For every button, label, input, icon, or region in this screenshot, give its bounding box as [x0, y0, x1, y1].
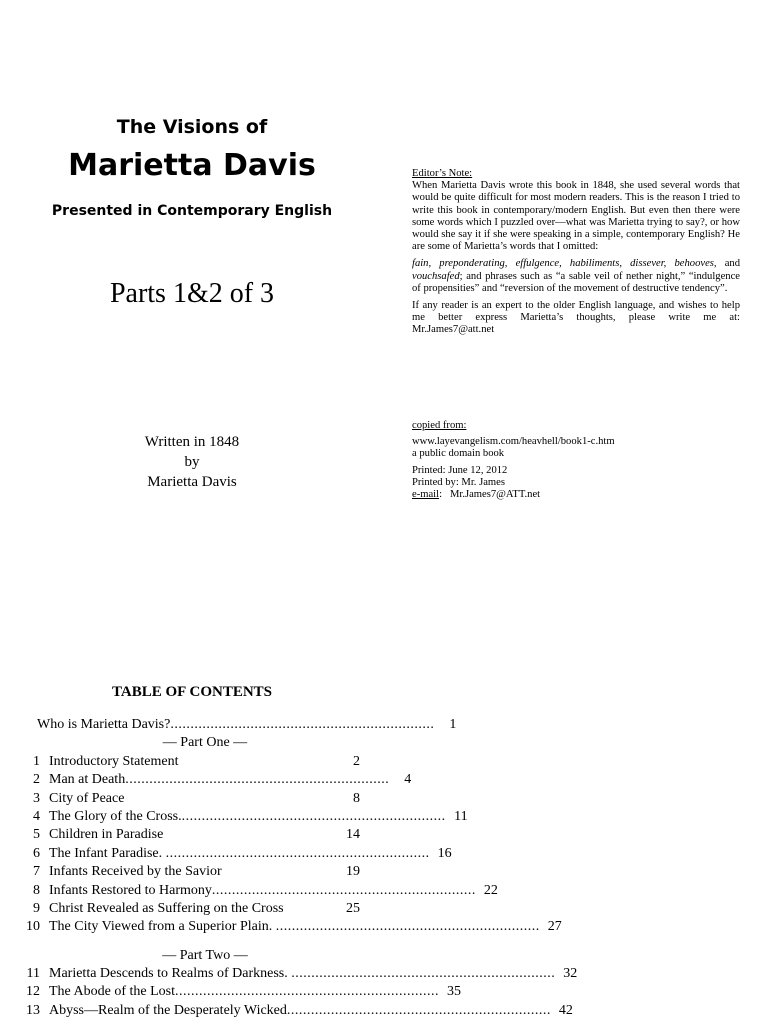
toc-entry[interactable] [20, 826, 360, 844]
toc-entry-page: 35 [446, 984, 461, 1000]
toc-entry-page: 42 [558, 1002, 573, 1018]
toc-entry-title: Abyss—Realm of the Desperately Wicked.................................................................. [49, 1002, 551, 1018]
written-block [0, 432, 384, 492]
toc-entry-title: Marietta Descends to Realms of Darkness. .................................................................. [49, 966, 556, 982]
toc-leader-dots: .................................................................. [291, 966, 556, 982]
toc-entry-number: 6 [33, 845, 40, 861]
toc-entry[interactable] [20, 863, 360, 881]
email-line [412, 489, 742, 501]
toc-entry-title: Infants Received by the Savior [49, 864, 222, 880]
email-label: e-mail [412, 489, 440, 501]
toc-entry-number: 10 [26, 919, 40, 935]
toc-entry-page: 22 [483, 882, 498, 898]
toc-entry-title: The Glory of the Cross................................................................... [49, 808, 446, 824]
toc-leader-dots: .................................................................. [275, 919, 540, 935]
editor-note [412, 168, 740, 342]
toc-entry-number: 1 [33, 753, 40, 769]
toc-entry-number: 3 [33, 790, 40, 806]
toc-entry-number: 7 [33, 864, 40, 880]
toc-entry-number: 12 [26, 984, 40, 1000]
toc-entry-title: The City Viewed from a Superior Plain. .................................................................. [49, 919, 540, 935]
toc-leader-dots: .................................................................. [286, 1002, 551, 1018]
toc-entry[interactable] [20, 900, 360, 918]
toc-entry-page: 8 [353, 790, 360, 806]
and-word: and [716, 258, 740, 270]
toc-entry-title: Infants Restored to Harmony.................................................................. [49, 882, 476, 898]
toc-leader-dots: .................................................................. [211, 882, 476, 898]
toc-leader-dots: .................................................................. [174, 984, 439, 1000]
public-domain-note: a public domain book [412, 448, 505, 460]
toc-entry[interactable] [20, 1002, 573, 1020]
toc-leader-dots: .................................................................. [181, 808, 446, 824]
toc-entry-title: The Abode of the Lost.................................................................. [49, 984, 439, 1000]
toc-entry-page: 4 [404, 772, 412, 788]
toc-entry-page: 1 [449, 717, 457, 732]
toc-entry[interactable] [20, 882, 498, 900]
editor-note-paragraph-1: When Marietta Davis wrote this book in 1848, she used several words that would be quite difficult for most modern readers. This is the reason I tried to write this book in contemporary/modern English. But even then there were some words which I puzzled over—what was Marietta trying to say?, or how would she say it if she were speaking in a simple, contemporary English? He are some of Marietta’s words that I omitted: [412, 180, 740, 253]
omitted-word-2: vouchsafed [412, 270, 460, 282]
omitted-phrases: ; and phrases such as “a sable veil of nether night,” “indulgence of propensities” and “reversion of the movement of destructive tendency”. [412, 270, 740, 294]
toc-entry-page: 14 [346, 827, 360, 843]
toc-leader-dots: .................................................................. [125, 772, 390, 788]
toc-part-heading: — Part Two — [162, 947, 248, 963]
copied-from-label: copied from: [412, 420, 467, 431]
toc-part-heading: — Part One — [162, 735, 248, 751]
parts-label: Parts 1&2 of 3 [109, 278, 275, 309]
table-of-contents [20, 716, 578, 1020]
toc-entry[interactable] [20, 716, 457, 734]
toc-entry[interactable] [20, 965, 578, 983]
toc-entry-title: Man at Death.................................................................. [49, 772, 390, 788]
written-date: Written in 1848 [144, 434, 240, 450]
toc-entry-number: 5 [33, 827, 40, 843]
author-name: Marietta Davis [147, 474, 237, 490]
source-url[interactable]: www.layevangelism.com/heavhell/book1-c.htm [412, 436, 615, 448]
toc-entry-number: 8 [33, 882, 40, 898]
toc-entry-title: The Infant Paradise. .................................................................. [49, 845, 430, 861]
toc-entry-number: 13 [26, 1002, 40, 1018]
toc-entry-number: 2 [33, 772, 40, 788]
toc-entry-number: 4 [33, 808, 40, 824]
toc-entry-page: 32 [563, 966, 578, 982]
toc-entry-page: 16 [437, 845, 452, 861]
toc-title: TABLE OF CONTENTS [111, 684, 273, 700]
toc-entry[interactable] [20, 808, 468, 826]
editor-note-paragraph-2 [412, 258, 740, 295]
toc-entry-title: Introductory Statement [49, 753, 179, 769]
toc-entry-title: Who is Marietta Davis?.................................................................. [37, 717, 435, 732]
toc-entry[interactable] [20, 771, 412, 789]
toc-leader-dots: .................................................................. [170, 717, 435, 732]
toc-entry-page: 2 [353, 753, 360, 769]
subtitle: Presented in Contemporary English [51, 203, 333, 219]
title-line-1: The Visions of [116, 116, 268, 138]
toc-entry-page: 19 [346, 864, 360, 880]
toc-entry[interactable] [20, 790, 360, 808]
editor-note-heading: Editor’s Note: [412, 168, 473, 179]
toc-entry-title: Children in Paradise [49, 827, 164, 843]
toc-entry[interactable] [20, 753, 360, 771]
toc-entry-page: 11 [454, 808, 468, 824]
printed-date: Printed: June 12, 2012 [412, 464, 508, 476]
toc-entry[interactable] [20, 845, 452, 863]
toc-entry[interactable] [20, 918, 562, 936]
toc-entry-page: 27 [547, 919, 562, 935]
email-value[interactable]: : Mr.James7@ATT.net [439, 489, 541, 501]
toc-spacer [20, 937, 360, 947]
toc-entry-page: 25 [346, 900, 360, 916]
source-block [412, 420, 742, 501]
printed-by: Printed by: Mr. James [412, 476, 505, 488]
toc-entry-number: 11 [26, 966, 40, 982]
toc-entry-title: Christ Revealed as Suffering on the Cross [49, 900, 284, 916]
toc-entry-title: City of Peace [49, 790, 125, 806]
book-title: Marietta Davis [68, 148, 316, 183]
toc-entry[interactable] [20, 983, 461, 1001]
toc-entry-number: 9 [33, 900, 40, 916]
toc-entry-number [20, 716, 37, 734]
omitted-words: fain, preponderating, effulgence, habiliments, dissever, behooves, [412, 258, 717, 270]
toc-leader-dots: .................................................................. [165, 845, 430, 861]
written-by: by [184, 454, 200, 470]
editor-note-paragraph-3: If any reader is an expert to the older English language, and wishes to help me better express Marietta’s thoughts, please write me at: Mr.James7@att.net [412, 300, 740, 336]
